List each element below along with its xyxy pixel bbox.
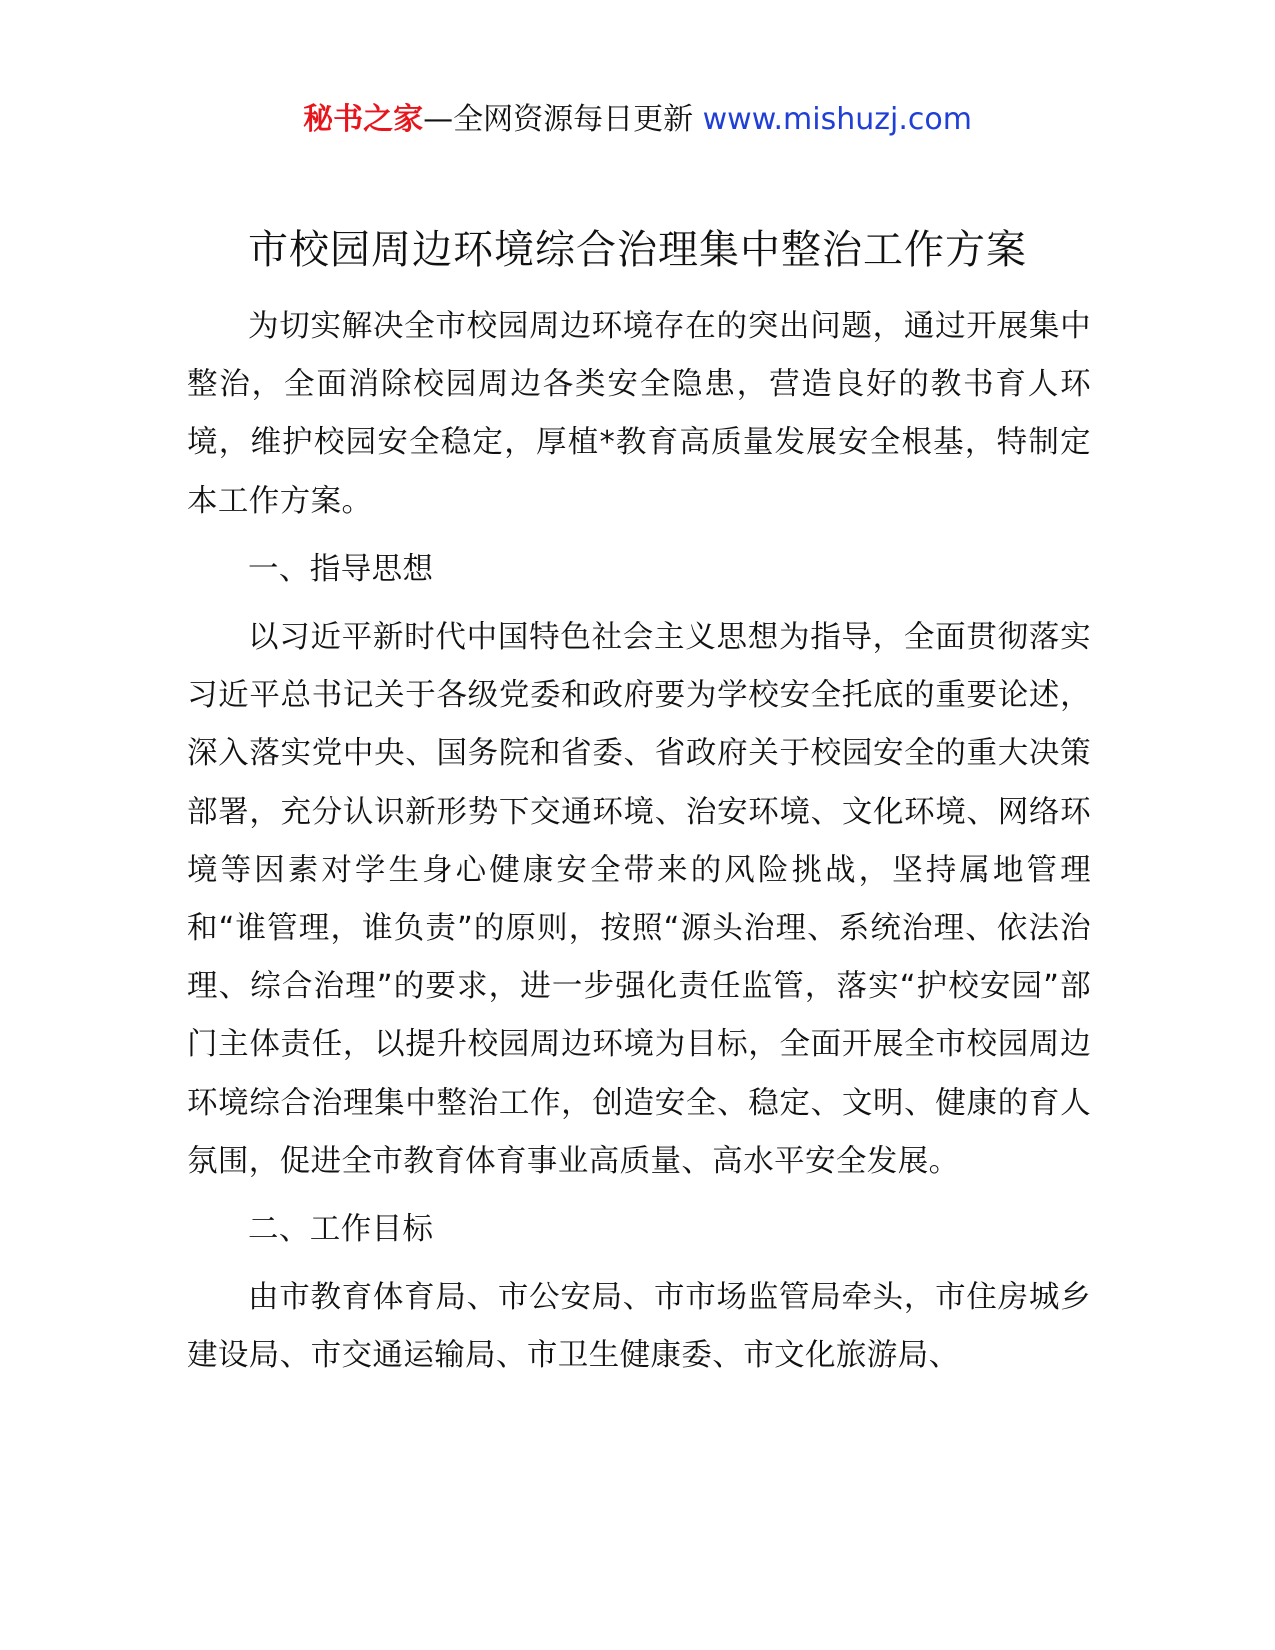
site-url-link[interactable]: www.mishuzj.com <box>702 102 972 137</box>
section-paragraph-work-goals: 由市教育体育局、市公安局、市市场监管局牵头，市住房城乡建设局、市交通运输局、市卫生健康委、市文化旅游局、 <box>187 1280 1091 1374</box>
header-tagline: —全网资源每日更新 <box>423 102 694 137</box>
section-heading-guiding-ideology: 一、指导思想 <box>248 551 434 587</box>
brand-name: 秘书之家 <box>303 102 424 137</box>
section-paragraph-guiding-ideology: 以习近平新时代中国特色社会主义思想为指导，全面贯彻落实习近平总书记关于各级党委和政府要为学校安全托底的重要论述，深入落实党中央、国务院和省委、省政府关于校园安全的重大决策部署，充分认识新形势下交通环境、治安环境、文化环境、网络环境等因素对学生身心健康安全带来的风险挑战，坚持属地管理和“谁管理，谁负责”的原则，按照“源头治理、系统治理、依法治理、综合治理”的要求，进一步强化责任监管，落实“护校安园”部门主体责任，以提升校园周边环境为目标，全面开展全市校园周边环境综合治理集中整治工作，创造安全、稳定、文明、健康的育人氛围，促进全市教育体育事业高质量、高水平安全发展。 <box>187 620 1091 1179</box>
document-title: 市校园周边环境综合治理集中整治工作方案 <box>248 227 1027 273</box>
site-header <box>0 100 1275 140</box>
document-body <box>187 298 1091 1386</box>
intro-paragraph: 为切实解决全市校园周边环境存在的突出问题，通过开展集中整治，全面消除校园周边各类安全隐患，营造良好的教书育人环境，维护校园安全稳定，厚植*教育高质量发展安全根基，特制定本工作方案。 <box>187 309 1091 519</box>
section-heading-work-goals: 二、工作目标 <box>248 1212 434 1248</box>
